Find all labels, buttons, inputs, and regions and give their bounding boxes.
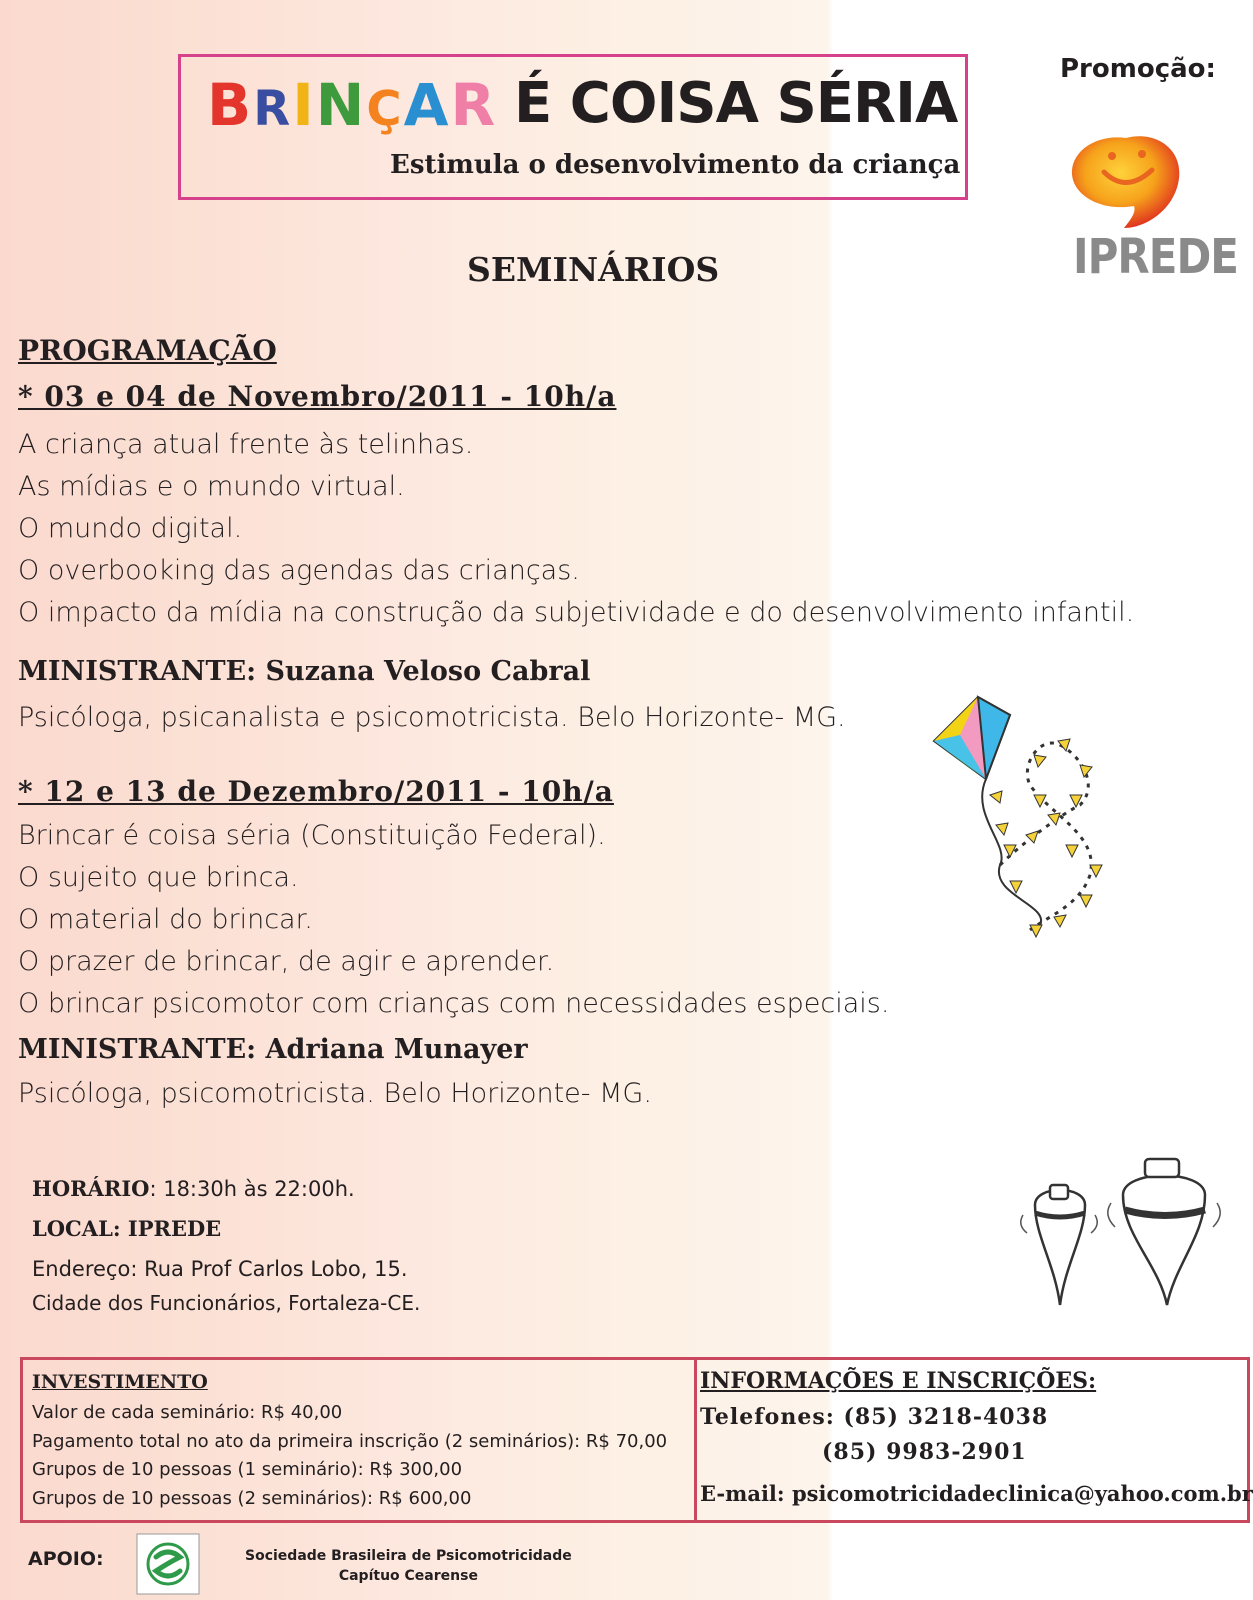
promo-org-name: IPREDE bbox=[1073, 228, 1238, 285]
email-row bbox=[700, 1481, 1253, 1506]
seminar1-topics bbox=[18, 424, 1134, 634]
seminar2-minister-desc: Psicóloga, psicomotricista. Belo Horizonte- MG. bbox=[18, 1078, 652, 1109]
investment-item: Grupos de 10 pessoas (1 seminário): R$ 300,00 bbox=[32, 1459, 463, 1480]
topic-item: O overbooking das agendas das crianças. bbox=[18, 555, 580, 586]
topic-item: O material do brincar. bbox=[18, 904, 313, 935]
brand-letter: B bbox=[207, 71, 254, 139]
seminar1-minister-desc: Psicóloga, psicanalista e psicomotricista. Belo Horizonte- MG. bbox=[18, 702, 846, 733]
investment-list bbox=[32, 1399, 667, 1513]
minister-label: MINISTRANTE: bbox=[18, 656, 257, 687]
email-link[interactable]: psicomotricidadeclinica@yahoo.com.br bbox=[791, 1481, 1253, 1506]
sbp-name bbox=[245, 1546, 572, 1586]
kite-icon bbox=[930, 695, 1140, 955]
seminar2-minister bbox=[18, 1034, 528, 1065]
minister-label: MINISTRANTE: bbox=[18, 1034, 257, 1065]
headline: É COISA SÉRIA bbox=[514, 71, 958, 136]
info-heading: INFORMAÇÕES E INSCRIÇÕES: bbox=[700, 1368, 1097, 1394]
promo-label: Promoção: bbox=[1060, 54, 1216, 84]
topic-item: O impacto da mídia na construção da subjetividade e do desenvolvimento infantil. bbox=[18, 597, 1135, 628]
brand-letter: I bbox=[292, 71, 316, 139]
brand-letter: R bbox=[253, 81, 293, 137]
topic-item: O prazer de brincar, de agir e aprender. bbox=[18, 946, 555, 977]
investment-item: Valor de cada seminário: R$ 40,00 bbox=[32, 1402, 343, 1423]
brand-word bbox=[207, 70, 497, 144]
spinning-tops-icon bbox=[1015, 1155, 1235, 1315]
local-label: LOCAL: IPREDE bbox=[32, 1216, 222, 1241]
topic-item: Brincar é coisa séria (Constituição Federal). bbox=[18, 820, 606, 851]
topic-item: O brincar psicomotor com crianças com necessidades especiais. bbox=[18, 988, 890, 1019]
city: Cidade dos Funcionários, Fortaleza-CE. bbox=[32, 1291, 421, 1315]
minister-name: Adriana Munayer bbox=[265, 1034, 528, 1065]
time-label: HORÁRIO bbox=[32, 1176, 150, 1201]
phones-row bbox=[700, 1404, 1048, 1430]
seminar1-date: * 03 e 04 de Novembro/2011 - 10h/a bbox=[18, 380, 617, 413]
iprede-logo-icon bbox=[1066, 132, 1186, 232]
schedule-time bbox=[32, 1172, 355, 1206]
seminar2-topics bbox=[18, 815, 889, 1025]
phones-label: Telefones: bbox=[700, 1404, 835, 1430]
investment-heading: INVESTIMENTO bbox=[32, 1371, 208, 1393]
email-label: E-mail: bbox=[700, 1481, 785, 1506]
org-line1: Sociedade Brasileira de Psicomotricidade bbox=[245, 1548, 572, 1564]
topic-item: As mídias e o mundo virtual. bbox=[18, 471, 405, 502]
brand-letter: Ç bbox=[366, 81, 404, 137]
sbp-logo-icon bbox=[136, 1533, 200, 1595]
investment-item: Grupos de 10 pessoas (2 seminários): R$ 600,00 bbox=[32, 1487, 472, 1509]
time-value: : 18:30h às 22:00h. bbox=[149, 1177, 355, 1201]
brand-letter: R bbox=[450, 71, 498, 139]
topic-item: A criança atual frente às telinhas. bbox=[18, 429, 474, 460]
org-line2: Capítuo Cearense bbox=[338, 1568, 478, 1584]
brand-letter: N bbox=[315, 71, 367, 139]
topic-item: O mundo digital. bbox=[18, 513, 243, 544]
minister-name: Suzana Veloso Cabral bbox=[265, 656, 591, 687]
page-title: SEMINÁRIOS bbox=[467, 250, 720, 289]
topic-item: O sujeito que brinca. bbox=[18, 862, 299, 893]
program-heading: PROGRAMAÇÃO bbox=[18, 334, 277, 367]
support-label: APOIO: bbox=[28, 1548, 104, 1570]
seminar2-date: * 12 e 13 de Dezembro/2011 - 10h/a bbox=[18, 775, 614, 808]
address: Endereço: Rua Prof Carlos Lobo, 15. bbox=[32, 1257, 408, 1281]
subtitle: Estimula o desenvolvimento da criança bbox=[390, 150, 961, 180]
seminar1-minister bbox=[18, 656, 590, 687]
brand-letter: A bbox=[403, 71, 451, 139]
phone-number[interactable]: (85) 9983-2901 bbox=[822, 1439, 1027, 1465]
investment-item: Pagamento total no ato da primeira inscrição (2 seminários): R$ 70,00 bbox=[32, 1430, 668, 1452]
phone-number[interactable]: (85) 3218-4038 bbox=[843, 1404, 1049, 1430]
